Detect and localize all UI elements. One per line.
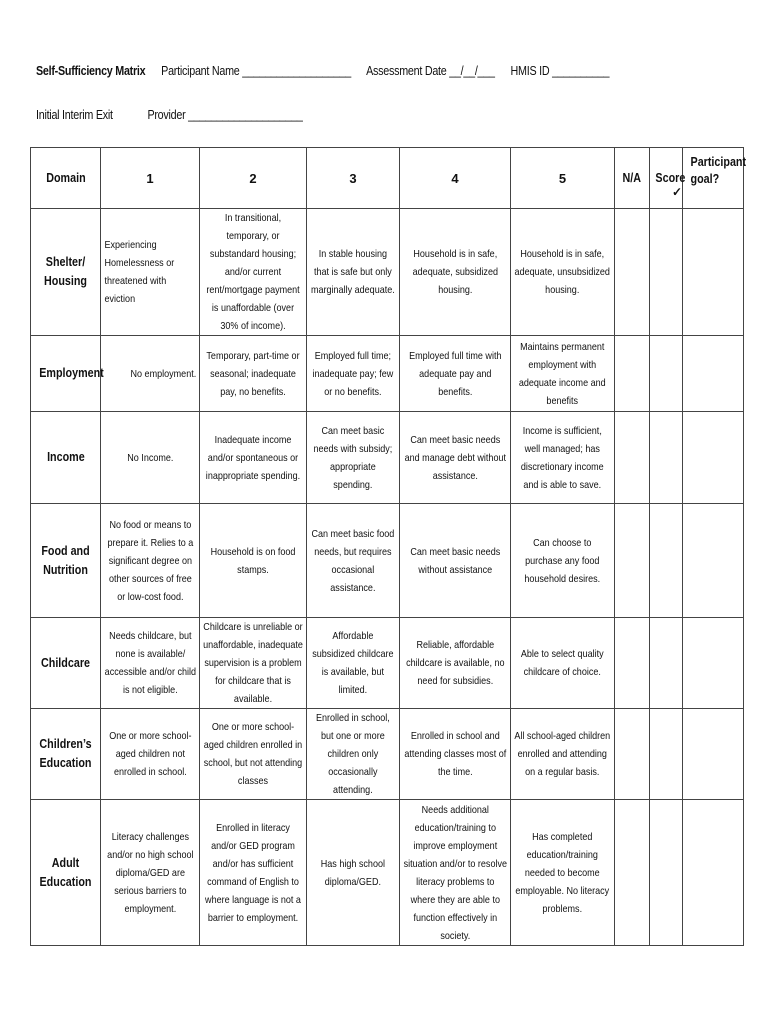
score-cell[interactable] xyxy=(650,800,683,946)
level-4-cell-text: Enrolled in school and attending classes most of the time. xyxy=(404,730,506,778)
domain-cell xyxy=(31,800,101,946)
level-4-cell[interactable] xyxy=(400,800,511,946)
self-sufficiency-table xyxy=(30,147,747,946)
level-5-cell-text: Maintains permanent employment with adequate income and benefits xyxy=(519,340,606,407)
na-cell[interactable] xyxy=(615,209,650,336)
na-cell[interactable] xyxy=(615,618,650,709)
doc-title: Self-Sufficiency Matrix xyxy=(36,64,146,78)
score-cell[interactable] xyxy=(650,618,683,709)
interim-label: Interim xyxy=(62,108,94,122)
level-1-cell-text: Experiencing Homelessness or threatened with eviction xyxy=(104,239,174,305)
level-3-cell-text: Enrolled in school, but one or more children only occasionally attending. xyxy=(316,712,390,796)
level-4-cell-text: Can meet basic needs and manage debt without assistance. xyxy=(404,433,506,482)
level-2-cell-text: In transitional, temporary, or substandard housing; and/or current rent/mortgage payment is unaffordable (over 30% of income). xyxy=(206,212,300,332)
level-2-cell[interactable] xyxy=(200,336,307,412)
matrix-row-childcare xyxy=(31,618,744,709)
matrix-row-shelter-housing xyxy=(31,209,744,336)
level-3-cell[interactable] xyxy=(307,504,400,618)
level-3-cell-text: Has high school diploma/GED. xyxy=(320,857,386,888)
col-4-header: 4 xyxy=(400,148,511,209)
level-2-cell-text: Inadequate income and/or spontaneous or inappropriate spending. xyxy=(205,433,301,482)
level-4-cell-text: Can meet basic needs without assistance xyxy=(410,545,500,576)
score-cell[interactable] xyxy=(650,504,683,618)
domain-cell-text: Food and Nutrition xyxy=(41,543,90,577)
level-1-cell-text: No employment. xyxy=(130,368,196,380)
level-2-cell-text: One or more school-aged children enrolled in school, but not attending classes xyxy=(203,721,303,787)
level-5-cell[interactable] xyxy=(511,709,615,800)
level-5-cell-text: Has completed education/training needed to become employable. No literacy problems. xyxy=(515,830,610,915)
table-header-row xyxy=(31,148,744,209)
level-4-cell[interactable] xyxy=(400,709,511,800)
assessment-date-field[interactable]: Assessment Date __/__/___ xyxy=(366,64,495,78)
level-1-cell[interactable] xyxy=(101,800,200,946)
matrix-row-adult-education xyxy=(31,800,744,946)
na-header: N/A xyxy=(615,148,650,209)
level-5-cell-text: Able to select quality childcare of choice. xyxy=(521,648,604,678)
level-1-cell-text: Needs childcare, but none is available/ accessible and/or child is not eligible. xyxy=(104,630,196,696)
level-1-cell[interactable] xyxy=(101,709,200,800)
matrix-row-income xyxy=(31,412,744,504)
level-3-cell-text: Can meet basic needs with subsidy; appropriate spending. xyxy=(313,424,393,491)
col-1-header: 1 xyxy=(101,148,200,209)
domain-cell-text: Shelter/ Housing xyxy=(44,255,87,288)
checkmark-icon: ✓ xyxy=(672,184,683,199)
score-cell[interactable] xyxy=(650,412,683,504)
level-3-cell[interactable] xyxy=(307,800,400,946)
level-5-cell[interactable] xyxy=(511,209,615,336)
goal-cell[interactable] xyxy=(683,209,744,336)
header-line-2 xyxy=(36,108,303,122)
score-cell[interactable] xyxy=(650,336,683,412)
level-5-cell[interactable] xyxy=(511,336,615,412)
level-2-cell-text: Enrolled in literacy and/or GED program and/or has sufficient command of English to where language is not a barrier to employment. xyxy=(205,821,301,924)
domain-cell-text: Children’s Education xyxy=(39,737,92,770)
na-cell[interactable] xyxy=(615,709,650,800)
col-5-header: 5 xyxy=(511,148,615,209)
participant-name-field[interactable]: Participant Name ___________________ xyxy=(161,64,351,78)
level-5-cell[interactable] xyxy=(511,412,615,504)
level-5-cell[interactable] xyxy=(511,800,615,946)
level-2-cell-text: Childcare is unreliable or unaffordable, inadequate supervision is a problem for childcare that is available. xyxy=(203,621,303,705)
goal-cell[interactable] xyxy=(683,618,744,709)
level-1-cell[interactable] xyxy=(101,336,200,412)
col-2-header: 2 xyxy=(200,148,307,209)
domain-cell xyxy=(31,412,101,504)
level-1-cell-text: No food or means to prepare it. Relies to a significant degree on other sources of free or low-cost food. xyxy=(107,518,193,603)
hmis-id-field[interactable]: HMIS ID __________ xyxy=(510,64,610,78)
level-2-cell[interactable] xyxy=(200,709,307,800)
level-4-cell[interactable] xyxy=(400,504,511,618)
level-1-cell[interactable] xyxy=(101,412,200,504)
na-cell[interactable] xyxy=(615,800,650,946)
level-3-cell-text: Affordable subsidized childcare is available, but limited. xyxy=(312,630,394,696)
level-4-cell-text: Reliable, affordable childcare is available, no need for subsidies. xyxy=(405,639,505,687)
level-1-cell-text: No Income. xyxy=(126,452,174,464)
level-3-cell[interactable] xyxy=(307,209,400,336)
level-4-cell[interactable] xyxy=(400,209,511,336)
domain-cell-text: Income xyxy=(46,450,85,464)
level-3-cell[interactable] xyxy=(307,618,400,709)
score-cell[interactable] xyxy=(650,709,683,800)
level-2-cell-text: Temporary, part-time or seasonal; inadequate pay, no benefits. xyxy=(206,349,300,398)
level-3-cell[interactable] xyxy=(307,336,400,412)
domain-cell xyxy=(31,336,104,412)
na-cell[interactable] xyxy=(615,336,650,412)
goal-cell[interactable] xyxy=(683,336,744,412)
level-4-cell[interactable] xyxy=(400,618,511,709)
exit-label: Exit xyxy=(95,108,113,122)
score-cell[interactable] xyxy=(650,209,683,336)
level-2-cell[interactable] xyxy=(200,504,307,618)
level-3-cell[interactable] xyxy=(307,412,400,504)
level-1-cell[interactable] xyxy=(101,504,200,618)
domain-header: Domain xyxy=(31,148,101,209)
level-2-cell-text: Household is on food stamps. xyxy=(210,545,296,576)
level-5-cell-text: Household is in safe, adequate, unsubsidized housing. xyxy=(514,248,611,296)
level-5-cell[interactable] xyxy=(511,504,615,618)
level-3-cell-text: Employed full time; inadequate pay; few or no benefits. xyxy=(312,349,394,398)
level-4-cell-text: Household is in safe, adequate, subsidized housing. xyxy=(412,248,498,296)
level-4-cell-text: Needs additional education/training to improve employment situation and/or to resolve literacy problems to where they are able to function effectively in society. xyxy=(403,803,507,942)
goal-cell[interactable] xyxy=(683,800,744,946)
matrix-row-food-and-nutrition xyxy=(31,504,744,618)
level-1-cell[interactable] xyxy=(101,209,200,336)
domain-cell xyxy=(31,709,101,800)
provider-field[interactable]: Provider ____________________ xyxy=(147,108,303,122)
level-2-cell[interactable] xyxy=(200,800,307,946)
domain-cell xyxy=(31,504,101,618)
level-5-cell-text: Income is sufficient, well managed; has discretionary income and is able to save. xyxy=(521,424,604,491)
na-cell[interactable] xyxy=(615,412,650,504)
domain-cell-text: Adult Education xyxy=(39,855,92,889)
goal-header: Participant goal? ✓ xyxy=(683,148,744,209)
level-2-cell[interactable] xyxy=(200,412,307,504)
level-1-cell[interactable] xyxy=(101,618,200,709)
level-5-cell-text: All school-aged children enrolled and attending on a regular basis. xyxy=(514,730,611,778)
level-2-cell[interactable] xyxy=(200,618,307,709)
goal-cell[interactable] xyxy=(683,709,744,800)
matrix-row-employment xyxy=(31,336,744,412)
initial-label: Initial xyxy=(36,108,60,122)
goal-cell[interactable] xyxy=(683,412,744,504)
level-4-cell[interactable] xyxy=(400,336,511,412)
level-2-cell[interactable] xyxy=(200,209,307,336)
level-3-cell-text: Can meet basic food needs, but requires occasional assistance. xyxy=(311,527,395,594)
domain-cell xyxy=(31,618,101,709)
col-3-header: 3 xyxy=(307,148,400,209)
level-5-cell[interactable] xyxy=(511,618,615,709)
level-5-cell-text: Can choose to purchase any food household desires. xyxy=(524,536,601,585)
level-3-cell[interactable] xyxy=(307,709,400,800)
matrix-row-children-s-education xyxy=(31,709,744,800)
level-3-cell-text: In stable housing that is safe but only marginally adequate. xyxy=(311,248,395,296)
header-line-1 xyxy=(36,64,609,78)
level-4-cell-text: Employed full time with adequate pay and benefits. xyxy=(408,349,502,398)
level-1-cell-text: Literacy challenges and/or no high school diploma/GED are serious barriers to employment. xyxy=(106,830,194,915)
domain-cell xyxy=(31,209,101,336)
level-1-cell-text: One or more school-aged children not enrolled in school. xyxy=(108,730,192,778)
domain-cell-text: Childcare xyxy=(41,655,90,670)
na-cell[interactable] xyxy=(615,504,650,618)
score-header: Score xyxy=(650,148,683,209)
level-4-cell[interactable] xyxy=(400,412,511,504)
goal-cell[interactable] xyxy=(683,504,744,618)
domain-cell-text: Employment xyxy=(39,366,104,380)
